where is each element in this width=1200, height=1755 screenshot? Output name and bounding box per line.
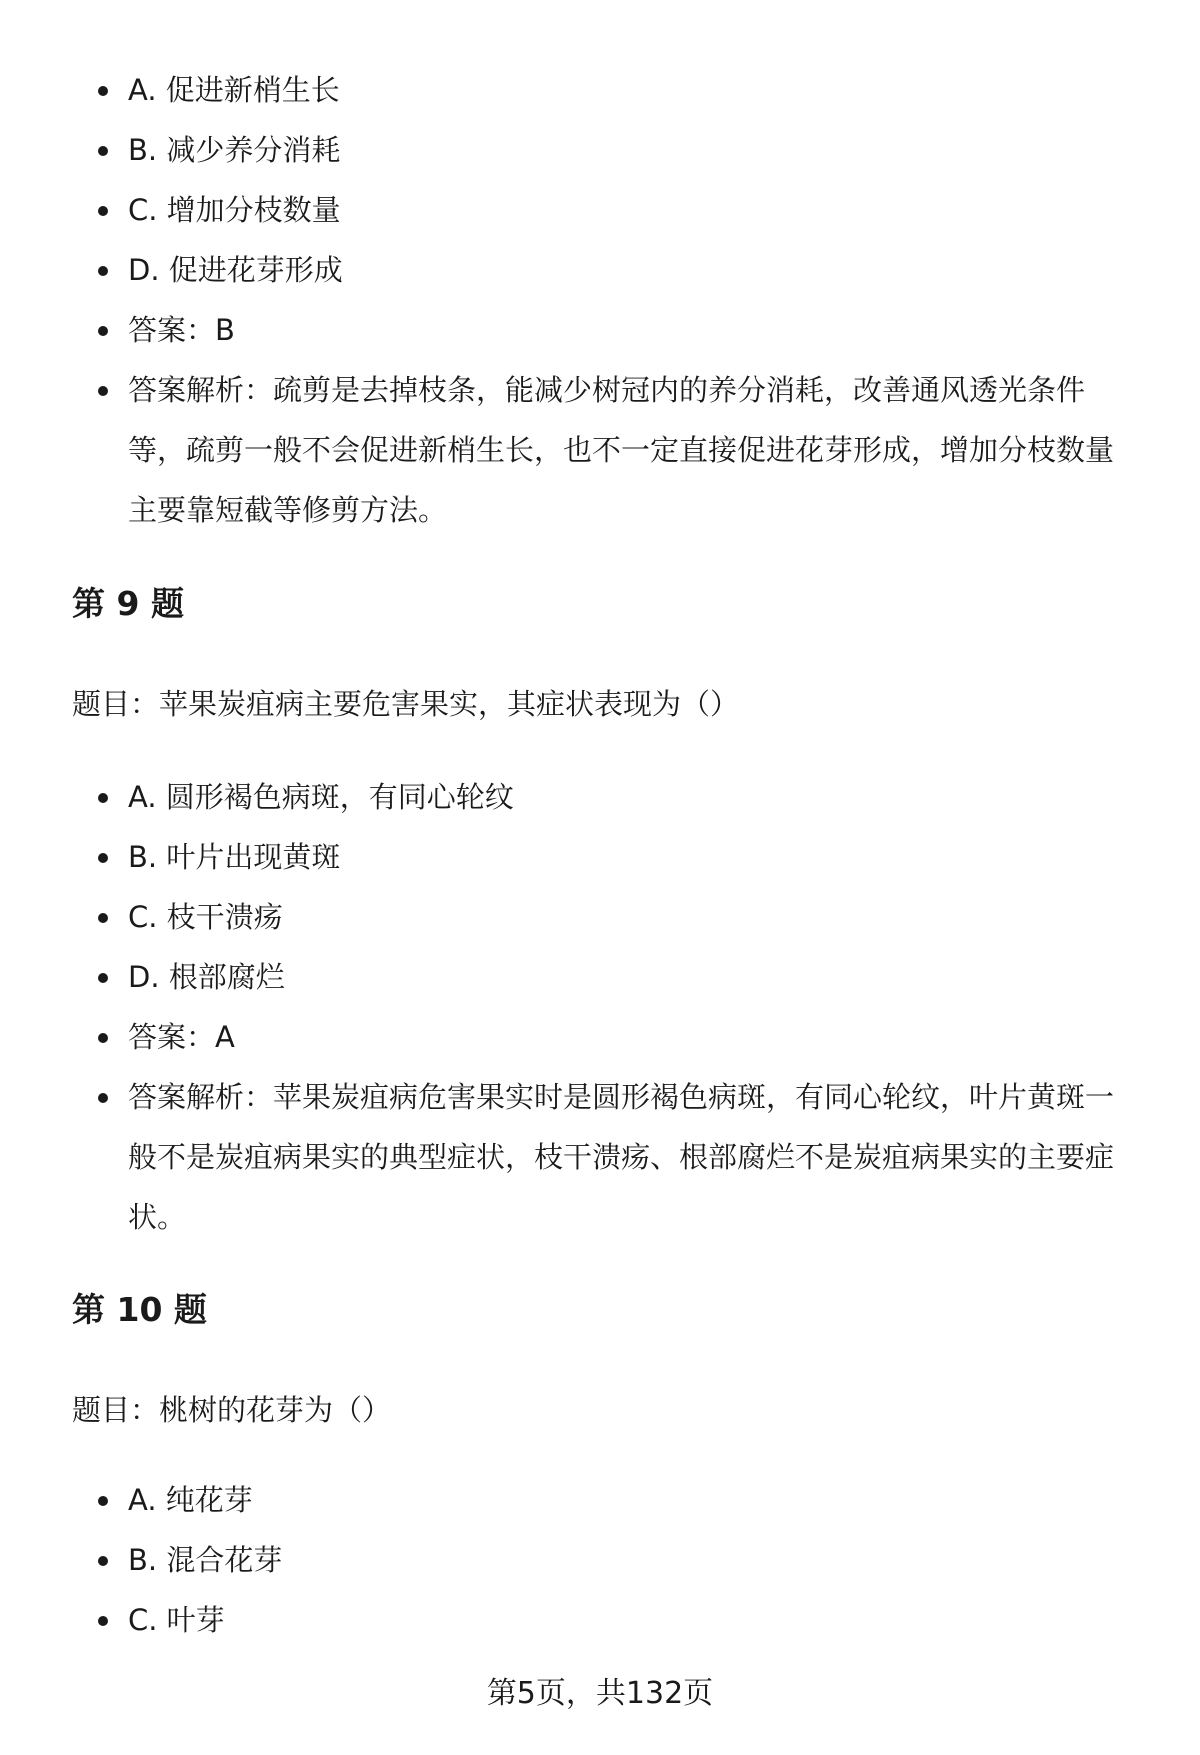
- answer: 答案：A: [0, 1007, 1200, 1067]
- option-d: D. 促进花芽形成: [0, 240, 1200, 300]
- option-a: A. 纯花芽: [0, 1470, 1200, 1530]
- question-10-heading: 第 10 题: [72, 1290, 207, 1329]
- option-a: A. 圆形褐色病斑，有同心轮纹: [0, 767, 1200, 827]
- question-8-options: [0, 60, 1200, 540]
- option-c: C. 叶芽: [0, 1590, 1200, 1650]
- answer-explanation: 答案解析：苹果炭疽病危害果实时是圆形褐色病斑，有同心轮纹，叶片黄斑一般不是炭疽病果实的典型症状，枝干溃疡、根部腐烂不是炭疽病果实的主要症状。: [0, 1067, 1200, 1247]
- page-number-footer: 第5页，共132页: [486, 1676, 714, 1711]
- option-b: B. 减少养分消耗: [0, 120, 1200, 180]
- option-d: D. 根部腐烂: [0, 947, 1200, 1007]
- question-9-heading: 第 9 题: [72, 584, 184, 623]
- answer: 答案：B: [0, 300, 1200, 360]
- question-10-text: 题目：桃树的花芽为（）: [72, 1393, 392, 1427]
- option-b: B. 叶片出现黄斑: [0, 827, 1200, 887]
- question-9-options: [0, 767, 1200, 1247]
- answer-explanation: 答案解析：疏剪是去掉枝条，能减少树冠内的养分消耗，改善通风透光条件等，疏剪一般不会促进新梢生长，也不一定直接促进花芽形成，增加分枝数量主要靠短截等修剪方法。: [0, 360, 1200, 540]
- option-b: B. 混合花芽: [0, 1530, 1200, 1590]
- question-9-text: 题目：苹果炭疽病主要危害果实，其症状表现为（）: [72, 687, 740, 721]
- option-c: C. 枝干溃疡: [0, 887, 1200, 947]
- question-10-options: [0, 1470, 1200, 1650]
- option-c: C. 增加分枝数量: [0, 180, 1200, 240]
- option-a: A. 促进新梢生长: [0, 60, 1200, 120]
